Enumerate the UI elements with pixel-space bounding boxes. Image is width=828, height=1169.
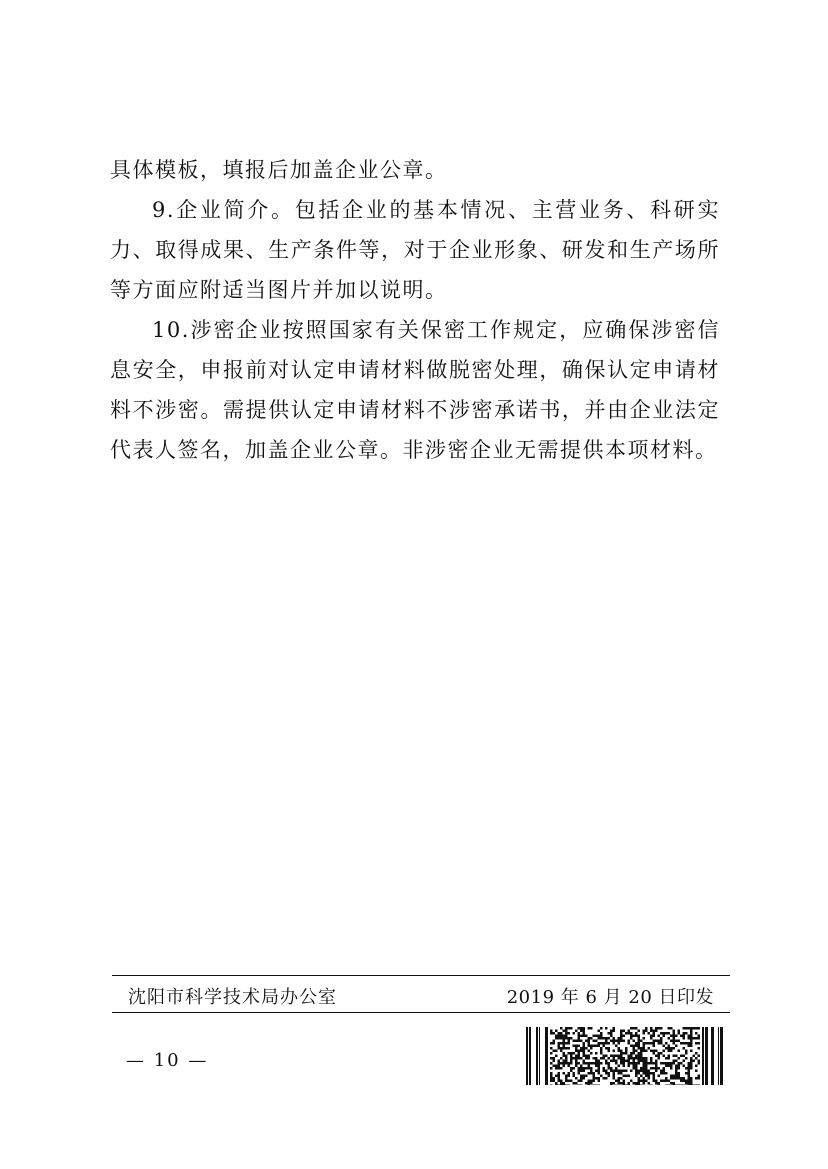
barcode-icon	[526, 1027, 724, 1085]
footer-top-rule	[112, 975, 730, 976]
document-body	[110, 150, 720, 470]
paragraph-item-10: 10.涉密企业按照国家有关保密工作规定，应确保涉密信息安全，申报前对认定申请材料做脱密处理，确保认定申请材料不涉密。需提供认定申请材料不涉密承诺书，并由企业法定代表人签名，加盖企业公章。非涉密企业无需提供本项材料。	[110, 318, 720, 462]
issuing-office: 沈阳市科学技术局办公室	[128, 987, 337, 1008]
barcode-matrix	[550, 1027, 700, 1085]
paragraph-item-9: 9.企业简介。包括企业的基本情况、主营业务、科研实力、取得成果、生产条件等，对于企业形象、研发和生产场所等方面应附适当图片并加以说明。	[110, 198, 720, 302]
issue-date: 2019 年 6 月 20 日印发	[506, 987, 714, 1008]
barcode-left-guard	[526, 1027, 548, 1085]
paragraph-1: 具体模板，填报后加盖企业公章。	[110, 158, 448, 182]
barcode-right-guard	[702, 1027, 723, 1085]
page-number: — 10 —	[126, 1050, 209, 1071]
footer-bottom-rule	[112, 1012, 730, 1013]
